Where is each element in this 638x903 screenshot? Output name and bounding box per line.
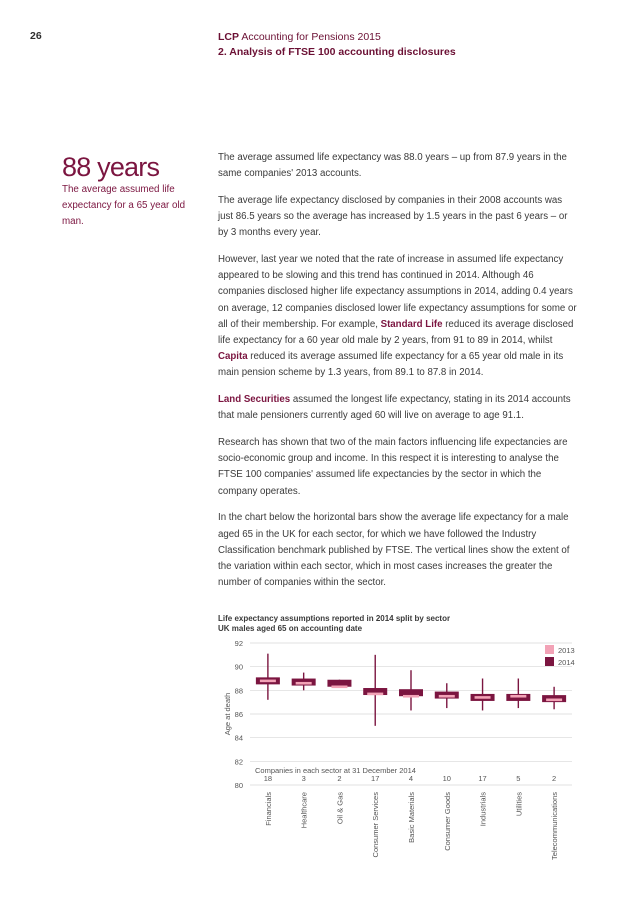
bar-2013: [439, 695, 455, 698]
y-tick-label: 92: [234, 639, 243, 648]
company-count: 3: [301, 774, 306, 783]
bar-2013: [546, 699, 562, 702]
paragraph-2: The average life expectancy disclosed by companies in their 2008 accounts was just 86.5 years so the average has increased by 1.5 years in the past 6 years – or by 3 months every year.: [218, 194, 568, 239]
page-number: 26: [30, 30, 42, 42]
company-count: 18: [263, 774, 273, 783]
legend-label-2014: 2014: [558, 658, 575, 667]
paragraph-5: Research has shown that two of the main factors influencing life expectancies are socio-economic group and income. In this respect it is interesting to analyse the FTSE 100 companies' assumed life expectancies by the sector in which the company operates.: [218, 437, 568, 497]
category-label: Financials: [263, 792, 273, 826]
legend-swatch-2013: [545, 645, 554, 654]
chart-subtitle: UK males aged 65 on accounting date: [218, 624, 363, 633]
category-label: Healthcare: [299, 792, 309, 829]
y-tick-label: 88: [234, 686, 243, 696]
paragraph-3-part-a: However, last year we noted that the rate of increase in assumed life expectancy appeared to be slowing and this trend has continued in 2014. Although 46 companies disclosed higher life expectancy assumptions in 2014, adding 0.4 years on average, 12 companies disclosed lower life expectancy assumptions for some or all of their membership. For example,: [218, 254, 577, 330]
bar-2013: [331, 685, 347, 688]
companies-caption: Companies in each sector at 31 December 2014: [255, 766, 416, 775]
company-count: 17: [371, 774, 380, 783]
paragraph-6: In the chart below the horizontal bars show the average life expectancy for a male aged 65 in the UK for each sector, for which we have followed the Industry Classification benchmark published by FTSE. The vertical lines show the extent of the variation within each sector, which in most cases increases the greater the number of companies within the sector.: [218, 512, 570, 589]
callout-text: The average assumed life expectancy for a 65 year old man.: [62, 184, 186, 227]
y-tick-label: 86: [234, 710, 243, 719]
header-section: 2. Analysis of FTSE 100 accounting disclosures: [218, 46, 456, 58]
category-label: Consumer Services: [371, 792, 381, 858]
paragraph-3-part-b: reduced its average disclosed life expectancy for a 60 year old male by 2 years, from 91 to 89 in 2014, whilst: [218, 318, 574, 347]
paragraph-3-part-c: reduced its average assumed life expectancy for a 65 year old male in its main pension scheme by 1.3 years, from 89.1 to 87.8 in 2014.: [218, 351, 564, 379]
y-tick-label: 84: [234, 733, 243, 743]
callout-figure: 88 years: [62, 152, 160, 182]
category-label: Telecommunications: [550, 792, 560, 860]
company-count: 4: [408, 774, 414, 783]
y-axis-label: Age at death: [223, 692, 232, 736]
bar-2013: [475, 696, 491, 699]
company-count: 5: [516, 774, 521, 783]
category-label: Utilities: [514, 792, 524, 817]
header-brand: LCP: [218, 31, 239, 43]
paragraph-1: The average assumed life expectancy was 88.0 years – up from 87.9 years in the same companies' 2013 accounts.: [218, 152, 567, 180]
bar-2013: [260, 680, 276, 683]
company-count: 10: [442, 774, 451, 783]
company-count: 2: [337, 774, 342, 783]
bar-2013: [296, 682, 312, 685]
chart-title: Life expectancy assumptions reported in 2014 split by sector: [218, 614, 451, 623]
legend-swatch-2014: [545, 657, 554, 666]
bar-2013: [367, 693, 383, 696]
company-standard-life: Standard Life: [380, 318, 443, 330]
header-title: Accounting for Pensions 2015: [239, 31, 381, 43]
paragraph-4-text: assumed the longest life expectancy, stating in its 2014 accounts that male pensioners currently aged 60 will live on average to age 91.1.: [218, 394, 571, 422]
y-tick-label: 90: [234, 662, 243, 672]
y-tick-label: 80: [234, 781, 243, 790]
company-capita: Capita: [218, 351, 248, 363]
y-tick-label: 82: [234, 757, 243, 767]
bar-2013: [510, 695, 526, 698]
category-label: Consumer Goods: [442, 792, 452, 851]
company-count: 2: [552, 774, 557, 783]
category-label: Basic Materials: [407, 792, 416, 843]
company-count: 17: [478, 774, 487, 783]
legend-label-2013: 2013: [558, 646, 575, 655]
category-label: Oil & Gas: [335, 792, 345, 825]
company-land-securities: Land Securities: [218, 394, 291, 406]
category-label: Industrials: [478, 792, 488, 827]
bar-2013: [403, 695, 419, 698]
